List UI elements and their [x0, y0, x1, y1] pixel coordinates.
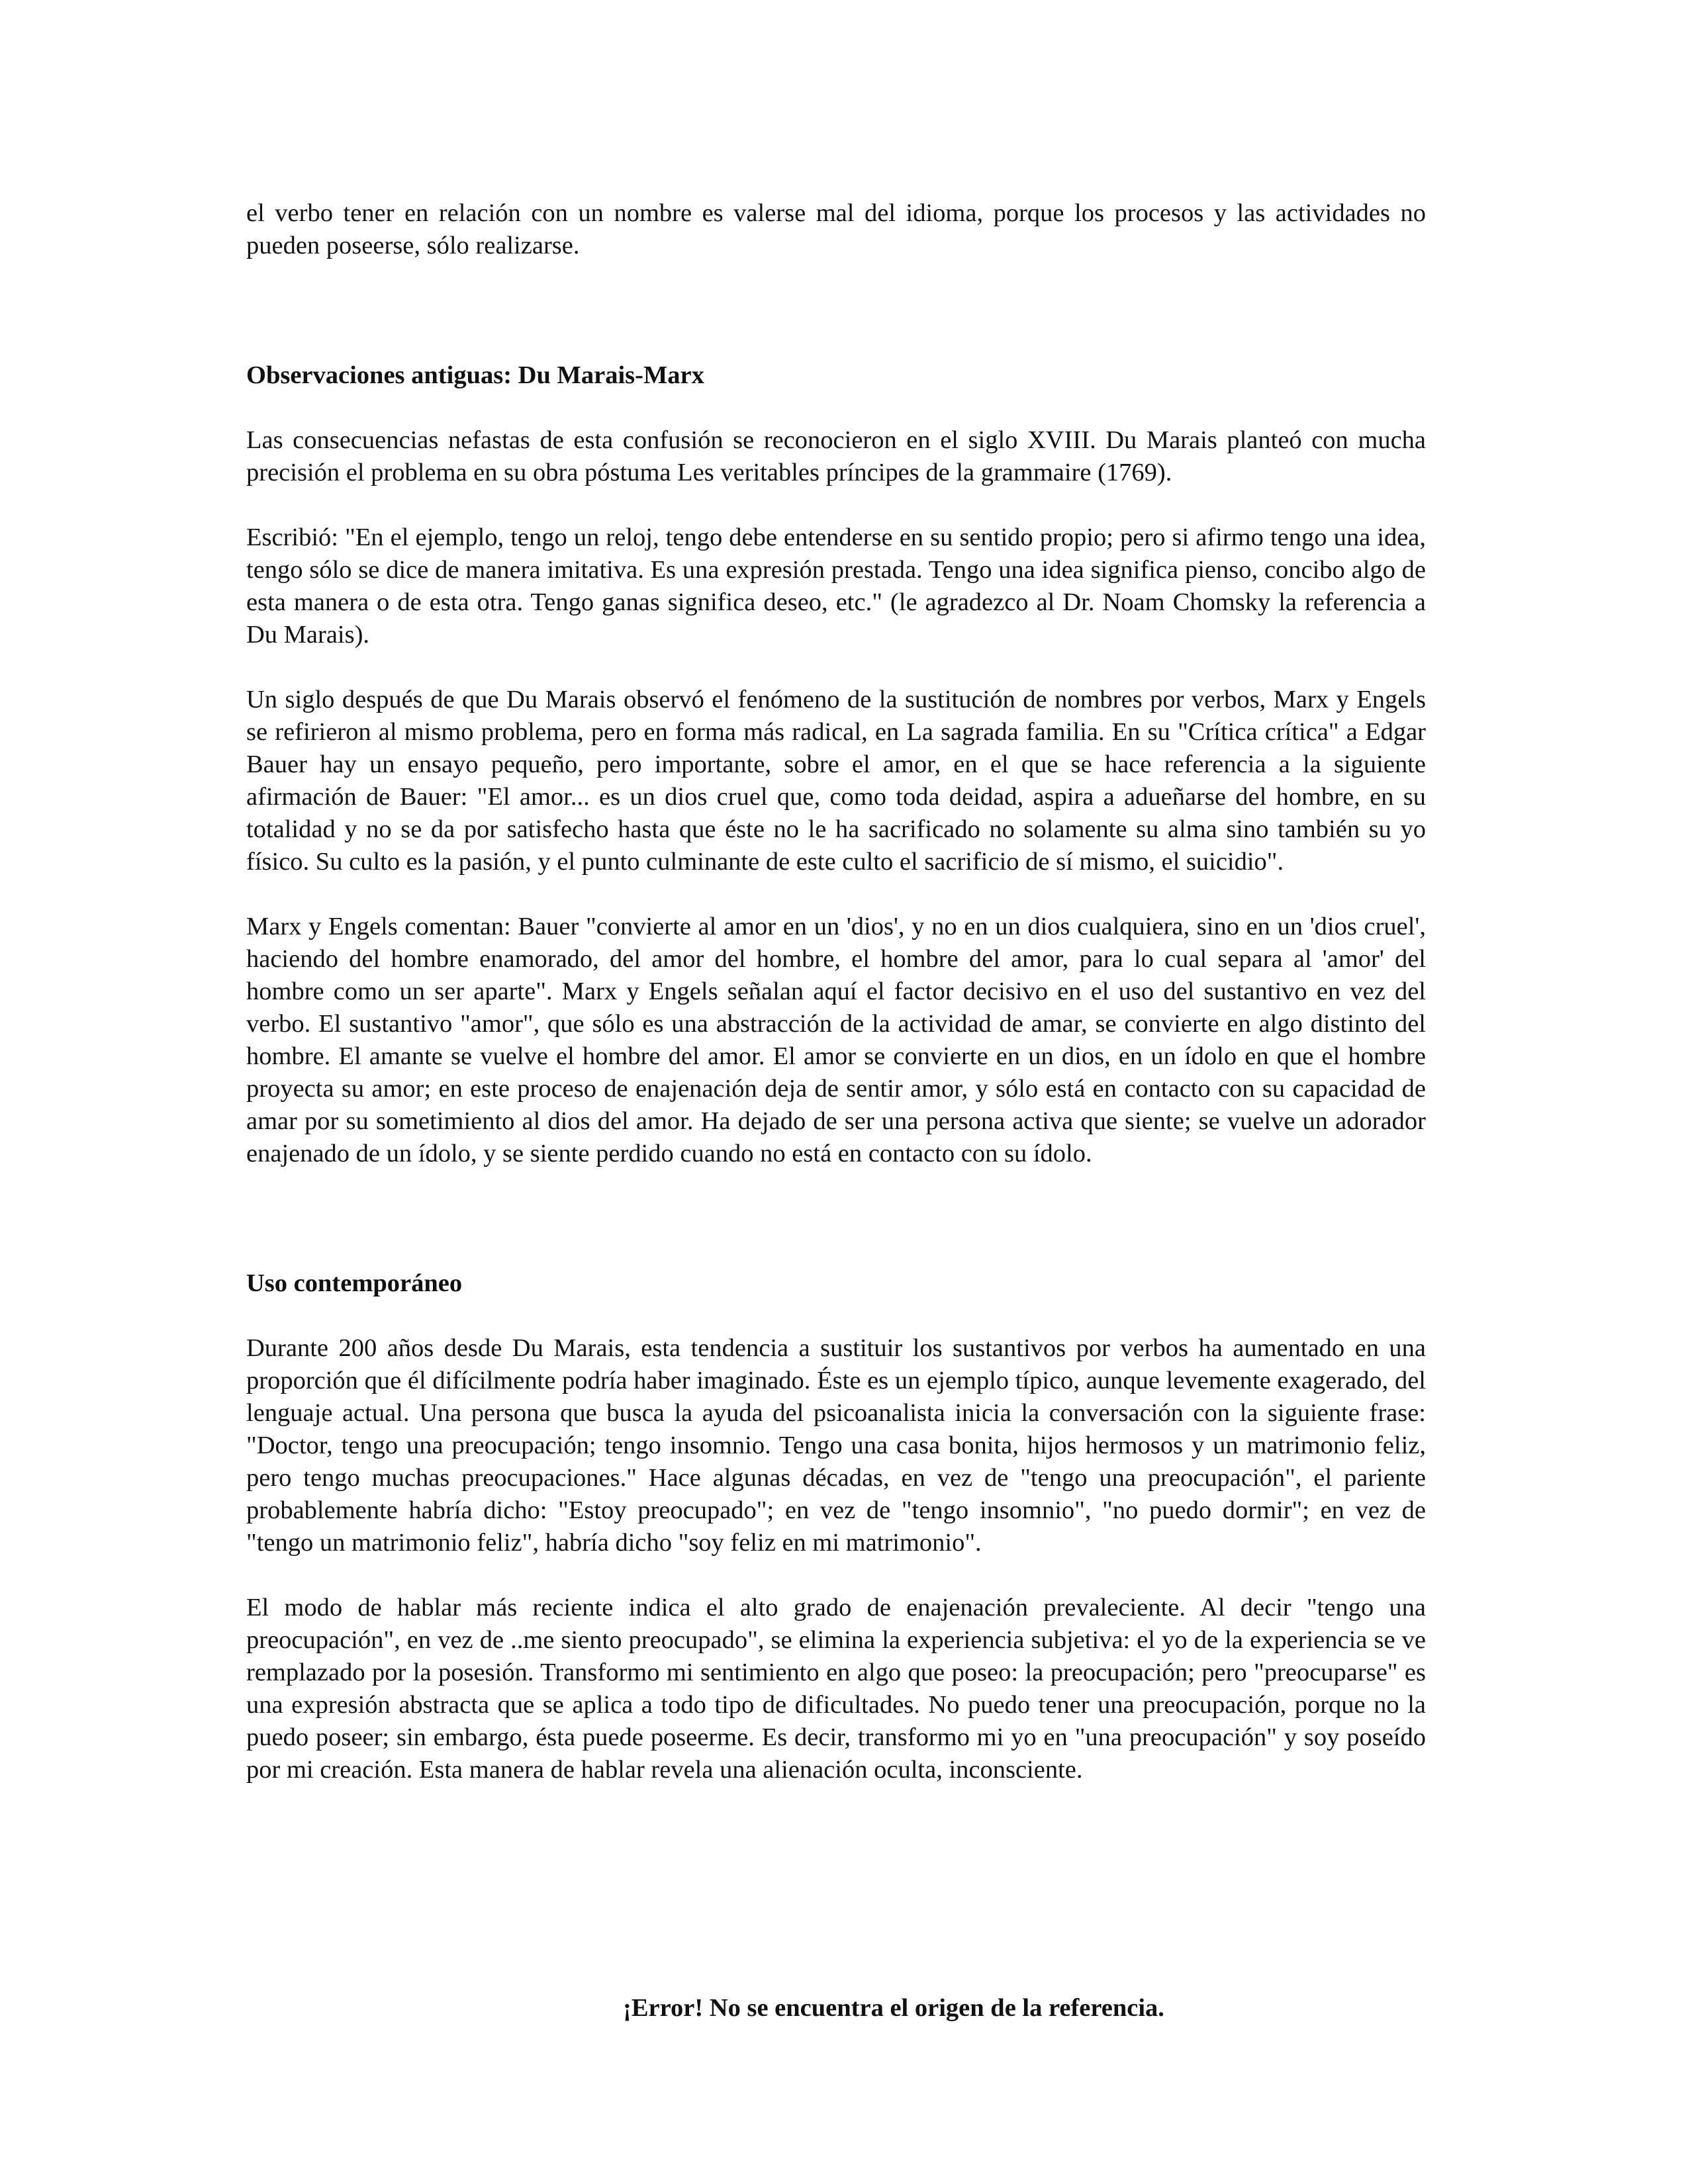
paragraph-escribio: Escribió: "En el ejemplo, tengo un reloj, tengo debe entenderse en su sentido propio; pero si afirmo tengo una idea, tengo sólo se dice de manera imitativa. Es una expresión prestada. Tengo una idea significa pienso, concibo algo de esta manera o de esta otra. Tengo ganas significa deseo, etc." (le agradezco al Dr. Noam Chomsky la referencia a Du Marais).: [246, 523, 1426, 649]
section-heading-du-marais-marx: Observaciones antiguas: Du Marais-Marx: [246, 361, 704, 389]
page-footer: ¡Error! No se encuentra el origen de la referencia.: [623, 1994, 1164, 2022]
paragraph-durante-200-anos: Durante 200 años desde Du Marais, esta tendencia a sustituir los sustantivos por verbos ha aumentado en una proporción que él difícilmente podría haber imaginado. Éste es un ejemplo típico, aunque levemente exagerado, del lenguaje actual. Una persona que busca la ayuda del psicoanalista inicia la conversación con la siguiente frase: "Doctor, tengo una preocupación; tengo insomnio. Tengo una casa bonita, hijos hermosos y un matrimonio feliz, pero tengo muchas preocupaciones." Hace algunas décadas, en vez de "tengo una preocupación", el pariente probablemente habría dicho: "Estoy preocupado"; en vez de "tengo insomnio", "no puedo dormir"; en vez de "tengo un matrimonio feliz", habría dicho "soy feliz en mi matrimonio".: [246, 1334, 1426, 1557]
document-body: [246, 197, 1426, 1786]
paragraph-modo-de-hablar: El modo de hablar más reciente indica el alto grado de enajenación prevaleciente. Al decir "tengo una preocupación", en vez de ..me siento preocupado", se elimina la experiencia subjetiva: el yo de la experiencia se ve remplazado por la posesión. Transformo mi sentimiento en algo que poseo: la preocupación; pero "preocuparse" es una expresión abstracta que se aplica a todo tipo de dificultades. No puedo tener una preocupación, porque no la puedo poseer; sin embargo, ésta puede poseerme. Es decir, transformo mi yo en "una preocupación" y soy poseído por mi creación. Esta manera de hablar revela una alienación oculta, inconsciente.: [246, 1594, 1426, 1784]
paragraph-intro: el verbo tener en relación con un nombre es valerse mal del idioma, porque los procesos y las actividades no pueden poseerse, sólo realizarse.: [246, 199, 1426, 259]
paragraph-un-siglo-despues: Un siglo después de que Du Marais observó el fenómeno de la sustitución de nombres por verbos, Marx y Engels se refirieron al mismo problema, pero en forma más radical, en La sagrada familia. En su "Crítica crítica" a Edgar Bauer hay un ensayo pequeño, pero importante, sobre el amor, en el que se hace referencia a la siguiente afirmación de Bauer: "El amor... es un dios cruel que, como toda deidad, aspira a adueñarse del hombre, en su totalidad y no se da por satisfecho hasta que éste no le ha sacrificado no solamente su alma sino también su yo físico. Su culto es la pasión, y el punto culminante de este culto el sacrificio de sí mismo, el suicidio".: [246, 686, 1426, 876]
section-heading-uso-contemporaneo: Uso contemporáneo: [246, 1269, 463, 1297]
paragraph-marx-engels: Marx y Engels comentan: Bauer "convierte al amor en un 'dios', y no en un dios cualquiera, sino en un 'dios cruel', haciendo del hombre enamorado, del amor del hombre, el hombre del amor, para lo cual separa al 'amor' del hombre como un ser aparte". Marx y Engels señalan aquí el factor decisivo en el uso del sustantivo en vez del verbo. El sustantivo "amor", que sólo es una abstracción de la actividad de amar, se convierte en algo distinto del hombre. El amante se vuelve el hombre del amor. El amor se convierte en un dios, en un ídolo en que el hombre proyecta su amor; en este proceso de enajenación deja de sentir amor, y sólo está en contacto con su capacidad de amar por su sometimiento al dios del amor. Ha dejado de ser una persona activa que siente; se vuelve un adorador enajenado de un ídolo, y se siente perdido cuando no está en contacto con su ídolo.: [246, 913, 1426, 1167]
paragraph-consecuencias: Las consecuencias nefastas de esta confusión se reconocieron en el siglo XVIII. Du Marais planteó con mucha precisión el problema en su obra póstuma Les veritables príncipes de la grammaire (1769).: [246, 426, 1426, 486]
